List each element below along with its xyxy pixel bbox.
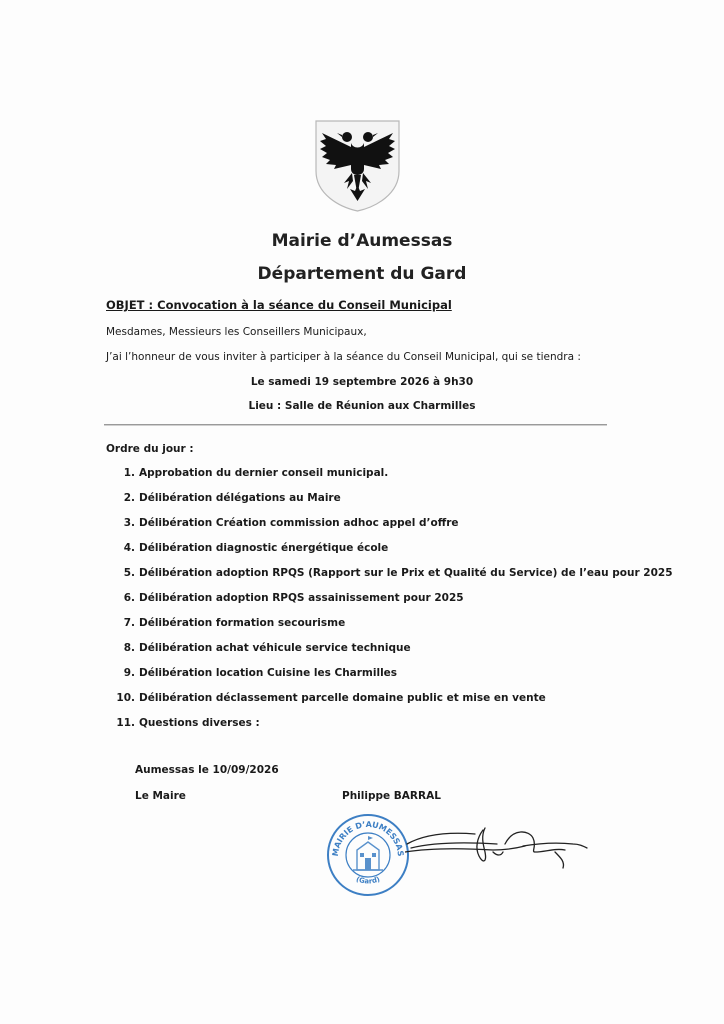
list-item — [116, 541, 673, 566]
signatory-role: Le Maire — [135, 790, 186, 802]
list-item — [116, 491, 673, 516]
item-text: Questions diverses : — [139, 717, 260, 729]
agenda-list — [116, 466, 673, 741]
item-number: 6. — [123, 592, 135, 604]
agenda-heading: Ordre du jour : — [106, 443, 194, 455]
list-item — [116, 641, 673, 666]
item-text: Délibération diagnostic énergétique école — [139, 542, 389, 554]
salutation: Mesdames, Messieurs les Conseillers Municipaux, — [106, 326, 367, 338]
list-item — [116, 591, 673, 616]
item-text: Délibération adoption RPQS assainissement pour 2025 — [139, 592, 464, 604]
eagle-crest-icon — [314, 119, 401, 213]
item-text: Délibération achat véhicule service technique — [139, 642, 411, 654]
list-item — [116, 666, 673, 691]
item-text: Délibération déclassement parcelle domaine public et mise en vente — [139, 692, 546, 704]
town-hall-stamp-icon — [325, 812, 411, 898]
item-number: 1. — [123, 467, 135, 479]
item-number: 11. — [116, 717, 135, 729]
item-text: Délibération délégations au Maire — [139, 492, 341, 504]
list-item — [116, 566, 673, 591]
item-text: Approbation du dernier conseil municipal. — [139, 467, 389, 479]
item-number: 10. — [116, 692, 135, 704]
session-date: Le samedi 19 septembre 2026 à 9h30 — [250, 376, 474, 388]
section-divider — [104, 424, 607, 426]
item-text: Délibération location Cuisine les Charmilles — [139, 667, 398, 679]
list-item — [116, 716, 673, 741]
list-item — [116, 516, 673, 541]
item-number: 8. — [123, 642, 135, 654]
department-title: Département du Gard — [257, 264, 467, 284]
item-text: Délibération formation secourisme — [139, 617, 346, 629]
item-number: 5. — [123, 567, 135, 579]
signatory-name: Philippe BARRAL — [342, 790, 441, 802]
item-number: 2. — [123, 492, 135, 504]
place-and-date: Aumessas le 10/09/2026 — [135, 764, 279, 776]
item-text: Délibération adoption RPQS (Rapport sur le Prix et Qualité du Service) de l’eau pour 2025 — [139, 567, 673, 579]
item-number: 3. — [123, 517, 135, 529]
item-number: 9. — [123, 667, 135, 679]
handwritten-signature-icon — [405, 822, 590, 872]
list-item — [116, 616, 673, 641]
town-hall-title: Mairie d’Aumessas — [271, 231, 453, 251]
item-text: Délibération Création commission adhoc appel d’offre — [139, 517, 459, 529]
item-number: 7. — [123, 617, 135, 629]
stamp-text-bottom: (Gard) — [354, 875, 382, 886]
subject-line: OBJET : Convocation à la séance du Conseil Municipal — [106, 298, 452, 312]
list-item — [116, 466, 673, 491]
session-location: Lieu : Salle de Réunion aux Charmilles — [248, 400, 476, 412]
invitation-text: J’ai l’honneur de vous inviter à participer à la séance du Conseil Municipal, qui se tiendra : — [106, 351, 581, 363]
list-item — [116, 691, 673, 716]
item-number: 4. — [123, 542, 135, 554]
stamp-text-top: MAIRIE D’AUMESSAS — [330, 819, 406, 857]
